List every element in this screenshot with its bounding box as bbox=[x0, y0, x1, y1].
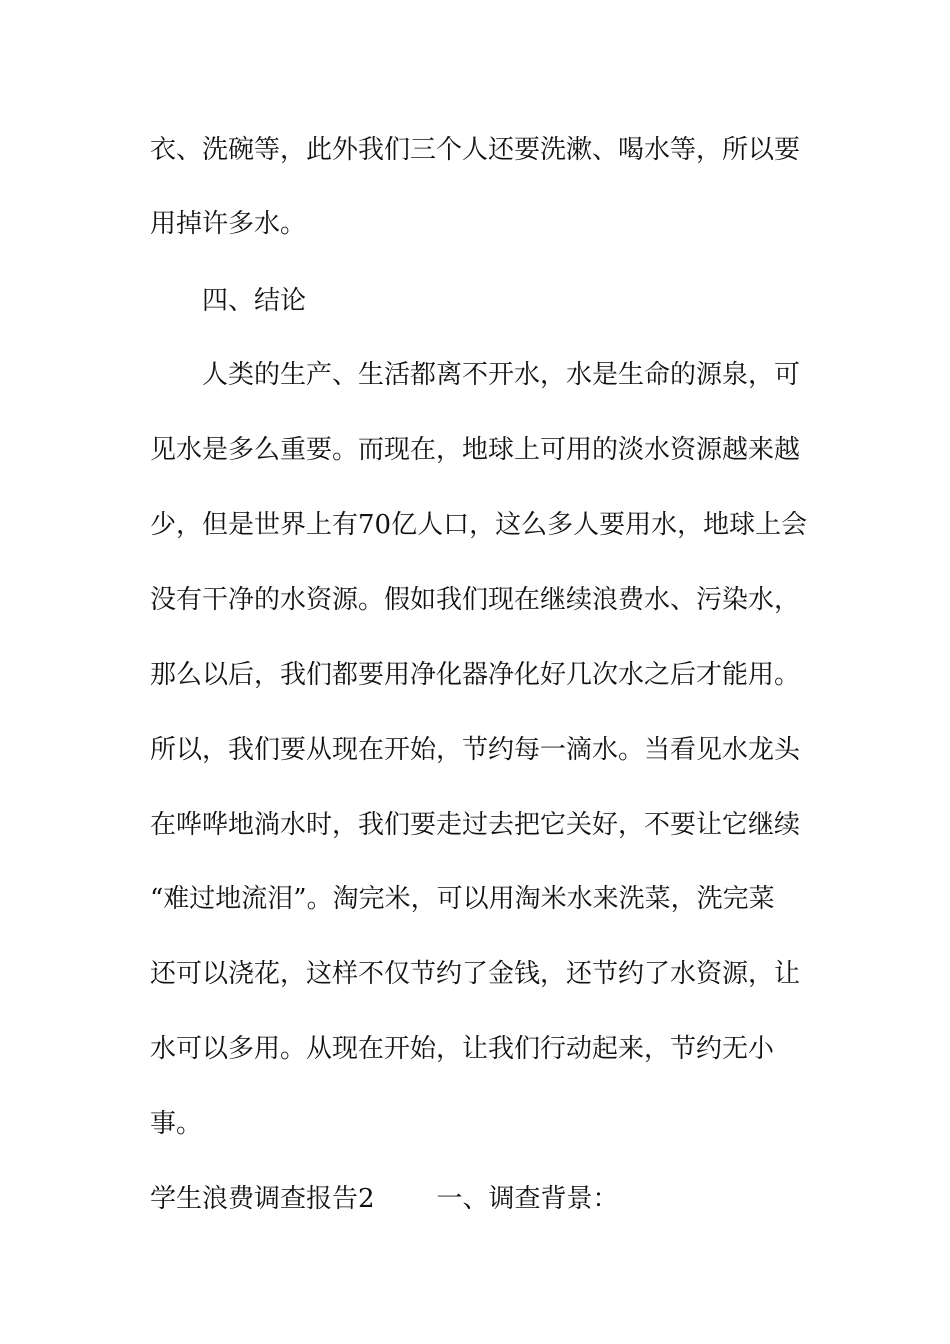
paragraph-line: 人类的生产、生活都离不开水，水是生命的源泉，可 bbox=[202, 360, 801, 390]
paragraph-line: 还可以浇花，这样不仅节约了金钱，还节约了水资源，让 bbox=[150, 959, 801, 989]
report-title: 学生浪费调查报告2 bbox=[150, 1184, 375, 1214]
paragraph-line: 在哗哗地淌水时，我们要走过去把它关好，不要让它继续 bbox=[150, 810, 801, 840]
paragraph-line: 少，但是世界上有70亿人口，这么多人要用水，地球上会 bbox=[150, 510, 808, 540]
next-section-line bbox=[150, 1181, 619, 1217]
paragraph-line: 没有干净的水资源。假如我们现在继续浪费水、污染水， bbox=[150, 585, 801, 615]
paragraph-line: “难过地流泪”。淘完米，可以用淘米水来洗菜，洗完菜 bbox=[150, 884, 775, 914]
paragraph-line: 水可以多用。从现在开始，让我们行动起来，节约无小 bbox=[150, 1034, 775, 1064]
section-heading-conclusion: 四、结论 bbox=[202, 286, 307, 316]
paragraph-line: 事。 bbox=[150, 1109, 203, 1139]
section-heading-background: 一、调查背景： bbox=[436, 1184, 619, 1214]
paragraph-line: 那么以后，我们都要用净化器净化好几次水之后才能用。 bbox=[150, 660, 801, 690]
paragraph-line: 用掉许多水。 bbox=[150, 209, 307, 239]
paragraph-line: 衣、洗碗等，此外我们三个人还要洗漱、喝水等，所以要 bbox=[150, 135, 801, 165]
paragraph-line: 所以，我们要从现在开始，节约每一滴水。当看见水龙头 bbox=[150, 735, 801, 765]
paragraph-line: 见水是多么重要。而现在，地球上可用的淡水资源越来越 bbox=[150, 435, 801, 465]
